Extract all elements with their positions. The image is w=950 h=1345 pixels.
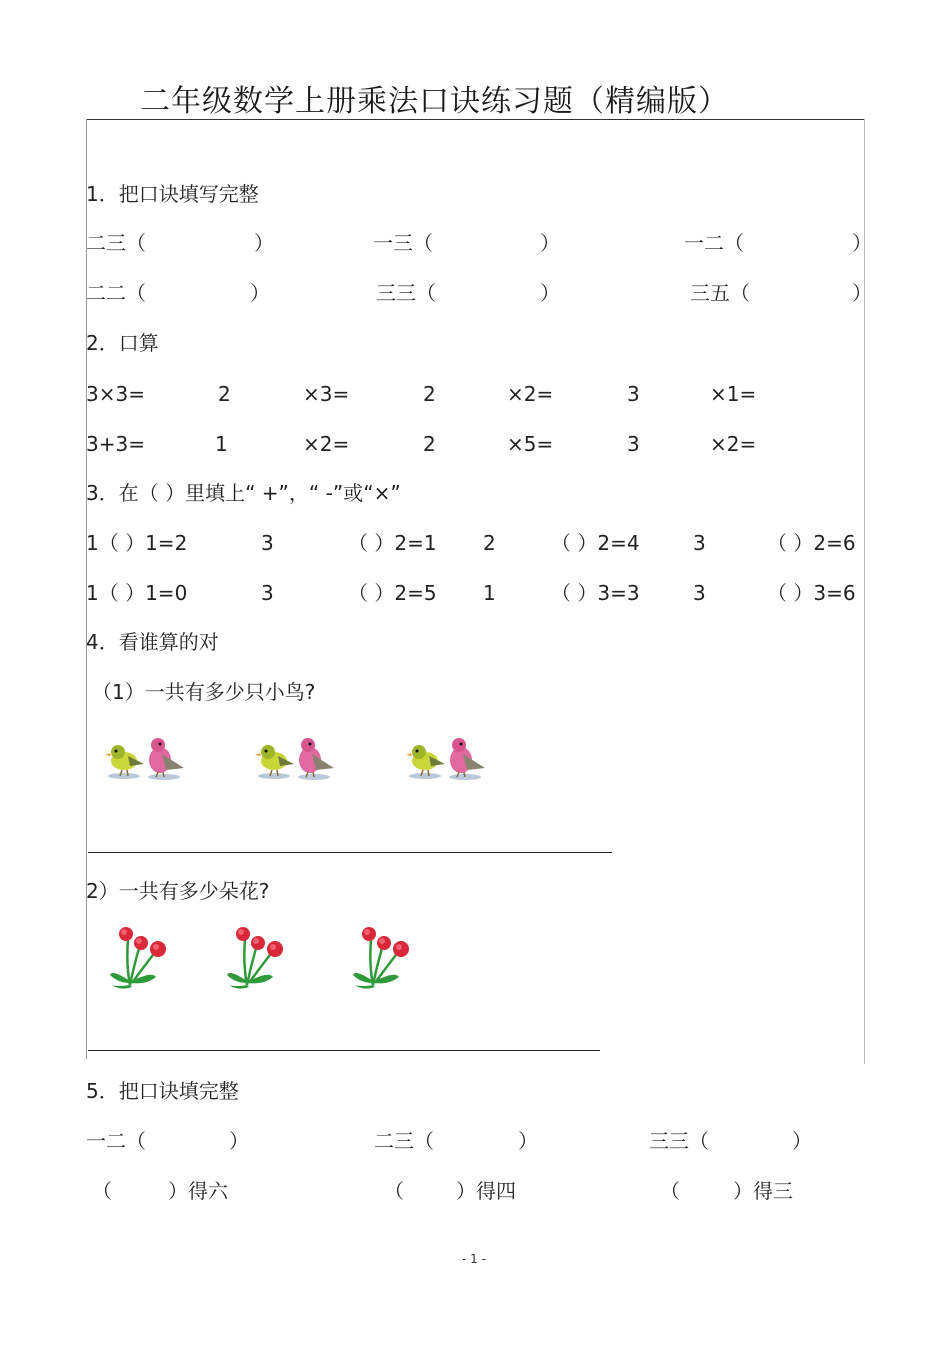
s2-r1-item: ×1= bbox=[710, 382, 757, 406]
bird-pair-2 bbox=[254, 734, 338, 782]
s1-r2-a-open: 二二（ bbox=[86, 281, 146, 305]
pink-bird-icon bbox=[148, 738, 184, 780]
s2-r1-item: 2 bbox=[423, 382, 436, 406]
section-5-heading: 5．把口诀填完整 bbox=[86, 1079, 239, 1103]
s5-r1-c-open: 三三（ bbox=[649, 1129, 709, 1153]
flower-bunch-3-icon bbox=[351, 925, 415, 991]
s5-r1-c-close: ） bbox=[792, 1129, 812, 1153]
s1-r1-b-open: 一三（ bbox=[373, 231, 433, 255]
s3-r2-item: 1 bbox=[483, 581, 496, 605]
s2-r2-item: 2 bbox=[423, 432, 436, 456]
section-4-heading: 4．看谁算的对 bbox=[86, 630, 219, 654]
s3-r2-item: （ ）3=3 bbox=[551, 581, 640, 605]
s1-r2-c-close: ） bbox=[852, 281, 872, 305]
s5-r1-a-close: ） bbox=[229, 1129, 249, 1153]
section-1-heading: 1．把口诀填写完整 bbox=[86, 182, 259, 206]
flower-bunch-1-icon bbox=[108, 925, 172, 991]
section-3-heading: 3．在（ ）里填上“ +”，“ -”或“×” bbox=[86, 481, 401, 505]
s2-r2-item: ×2= bbox=[710, 432, 757, 456]
pink-bird-icon bbox=[298, 738, 334, 780]
s1-r1-a-close: ） bbox=[254, 231, 274, 255]
s3-r1-item: 1（ ）1=2 bbox=[86, 531, 188, 555]
s3-r1-item: 3 bbox=[261, 531, 274, 555]
s5-r2-a-close: ）得六 bbox=[168, 1179, 228, 1203]
page-title: 二年级数学上册乘法口诀练习题（精编版） bbox=[140, 84, 729, 119]
s5-r1-b-close: ） bbox=[518, 1129, 538, 1153]
s3-r2-item: （ ）2=5 bbox=[348, 581, 437, 605]
question-flowers: 2）一共有多少朵花? bbox=[86, 879, 270, 903]
s1-r2-b-open: 三三（ bbox=[376, 281, 436, 305]
s2-r2-item: ×2= bbox=[303, 432, 350, 456]
s2-r1-item: 3 bbox=[627, 382, 640, 406]
yellow-bird-icon bbox=[255, 745, 294, 779]
s2-r1-item: ×3= bbox=[303, 382, 350, 406]
s1-r2-c-open: 三五（ bbox=[690, 281, 750, 305]
s5-r2-c-close: ）得三 bbox=[733, 1179, 793, 1203]
bird-pair-1 bbox=[104, 734, 188, 782]
s5-r2-c-open: （ bbox=[660, 1179, 680, 1203]
s2-r2-item: 3+3= bbox=[86, 432, 145, 456]
s2-r1-item: 2 bbox=[218, 382, 231, 406]
s1-r1-c-close: ） bbox=[852, 231, 872, 255]
s5-r2-b-close: ）得四 bbox=[456, 1179, 516, 1203]
page-number: - 1 - bbox=[462, 1252, 486, 1266]
s2-r1-item: 3×3= bbox=[86, 382, 145, 406]
answer-line-flowers[interactable] bbox=[88, 1050, 600, 1051]
s2-r1-item: ×2= bbox=[507, 382, 554, 406]
s1-r1-b-close: ） bbox=[540, 231, 560, 255]
s3-r1-item: （ ）2=4 bbox=[551, 531, 640, 555]
s1-r2-b-close: ） bbox=[540, 281, 560, 305]
s3-r1-item: （ ）2=6 bbox=[767, 531, 856, 555]
answer-line-birds[interactable] bbox=[88, 852, 612, 853]
s3-r2-item: 3 bbox=[261, 581, 274, 605]
s2-r2-item: ×5= bbox=[507, 432, 554, 456]
s3-r1-item: （ ）2=1 bbox=[348, 531, 437, 555]
s5-r1-a-open: 一二（ bbox=[86, 1129, 146, 1153]
yellow-bird-icon bbox=[105, 745, 144, 779]
s1-r1-c-open: 一二（ bbox=[684, 231, 744, 255]
s3-r1-item: 2 bbox=[483, 531, 496, 555]
frame-right-border bbox=[864, 119, 865, 1064]
yellow-bird-icon bbox=[406, 745, 445, 779]
section-2-heading: 2．口算 bbox=[86, 331, 159, 355]
s1-r2-a-close: ） bbox=[250, 281, 270, 305]
s3-r2-item: （ ）3=6 bbox=[767, 581, 856, 605]
s2-r2-item: 1 bbox=[215, 432, 228, 456]
s1-r1-a-open: 二三（ bbox=[86, 231, 146, 255]
s3-r2-item: 1（ ）1=0 bbox=[86, 581, 188, 605]
question-birds: （1）一共有多少只小鸟? bbox=[92, 680, 316, 704]
s3-r2-item: 3 bbox=[693, 581, 706, 605]
s3-r1-item: 3 bbox=[693, 531, 706, 555]
bird-pair-3 bbox=[405, 734, 489, 782]
frame-top-border bbox=[86, 119, 865, 120]
s2-r2-item: 3 bbox=[627, 432, 640, 456]
s5-r1-b-open: 二三（ bbox=[374, 1129, 434, 1153]
s5-r2-b-open: （ bbox=[384, 1179, 404, 1203]
pink-bird-icon bbox=[449, 738, 485, 780]
flower-bunch-2-icon bbox=[225, 925, 289, 991]
s5-r2-a-open: （ bbox=[92, 1179, 112, 1203]
